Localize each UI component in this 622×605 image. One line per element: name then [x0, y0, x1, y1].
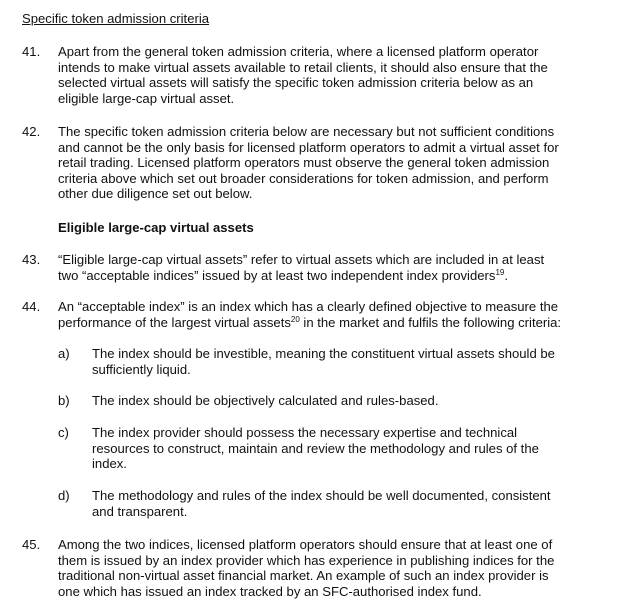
- footnote-marker[interactable]: 20: [290, 314, 300, 324]
- paragraph-line: An “acceptable index” is an index which has a clearly defined objective to measure the: [58, 299, 559, 314]
- paragraph-line: selected virtual assets will satisfy the specific token admission criteria below as an: [58, 75, 534, 91]
- paragraph-text: two “acceptable indices” issued by at least two independent index providers: [58, 267, 496, 283]
- paragraph-43: [22, 252, 597, 283]
- paragraph-number: 44.: [22, 299, 41, 314]
- criterion-b: [58, 393, 598, 409]
- criterion-line: The index should be investible, meaning the constituent virtual assets should be: [92, 346, 555, 361]
- paragraph-number: 45.: [22, 537, 41, 552]
- criterion-line: The index provider should possess the necessary expertise and technical: [92, 425, 518, 440]
- paragraph-text: .: [504, 267, 508, 283]
- criterion-line: resources to construct, maintain and review the methodology and rules of the: [92, 440, 539, 456]
- criterion-line: sufficiently liquid.: [92, 361, 191, 377]
- paragraph-line: traditional non-virtual asset financial market. An example of such an index provider is: [58, 568, 549, 584]
- paragraph-42: [22, 124, 597, 202]
- paragraph-line: one which has issued an index tracked by an SFC-authorised index fund.: [58, 583, 482, 599]
- paragraph-line: Apart from the general token admission criteria, where a licensed platform operator: [58, 44, 539, 59]
- criterion-label: b): [58, 393, 70, 408]
- section-heading: Specific token admission criteria: [22, 11, 210, 26]
- criterion-a: [58, 346, 598, 377]
- paragraph-line: and cannot be the only basis for licensed platform operators to admit a virtual asset for: [58, 139, 559, 155]
- paragraph-number: 43.: [22, 252, 41, 267]
- criterion-label: a): [58, 346, 70, 361]
- paragraph-line: intends to make virtual assets available to retail clients, it should also ensure that the: [58, 59, 548, 75]
- criterion-line: The index should be objectively calculated and rules-based.: [92, 393, 439, 408]
- criterion-label: c): [58, 425, 69, 440]
- paragraph-41: [22, 44, 597, 106]
- paragraph-line: them is issued by an index provider which has experience in publishing indices for the: [58, 552, 555, 568]
- paragraph-number: 42.: [22, 124, 41, 139]
- criterion-line: index.: [92, 456, 127, 472]
- paragraph-line: Among the two indices, licensed platform operators should ensure that at least one of: [58, 537, 553, 552]
- criterion-label: d): [58, 488, 70, 503]
- paragraph-text: performance of the largest virtual assets: [58, 314, 291, 330]
- paragraph-line: retail trading. Licensed platform operators must observe the general token admission: [58, 155, 550, 171]
- criterion-line: The methodology and rules of the index should be well documented, consistent: [92, 488, 551, 503]
- paragraph-line: [58, 315, 597, 331]
- footnote-marker[interactable]: 19: [495, 267, 505, 277]
- criterion-c: [58, 425, 598, 472]
- paragraph-line: The specific token admission criteria below are necessary but not sufficient conditions: [58, 124, 555, 139]
- criterion-line: and transparent.: [92, 503, 188, 519]
- criterion-d: [58, 488, 598, 519]
- paragraph-line: [58, 268, 597, 284]
- paragraph-line: criteria above which set out broader considerations for token admission, and perform: [58, 170, 549, 186]
- paragraph-number: 41.: [22, 44, 41, 59]
- paragraph-line: “Eligible large-cap virtual assets” refer to virtual assets which are included in at least: [58, 252, 545, 267]
- paragraph-line: other due diligence set out below.: [58, 186, 253, 202]
- paragraph-44: [22, 299, 597, 330]
- paragraph-text: in the market and fulfils the following criteria:: [299, 314, 562, 330]
- subsection-title: Eligible large-cap virtual assets: [58, 220, 254, 235]
- paragraph-line: eligible large-cap virtual asset.: [58, 90, 235, 106]
- paragraph-45: [22, 537, 597, 599]
